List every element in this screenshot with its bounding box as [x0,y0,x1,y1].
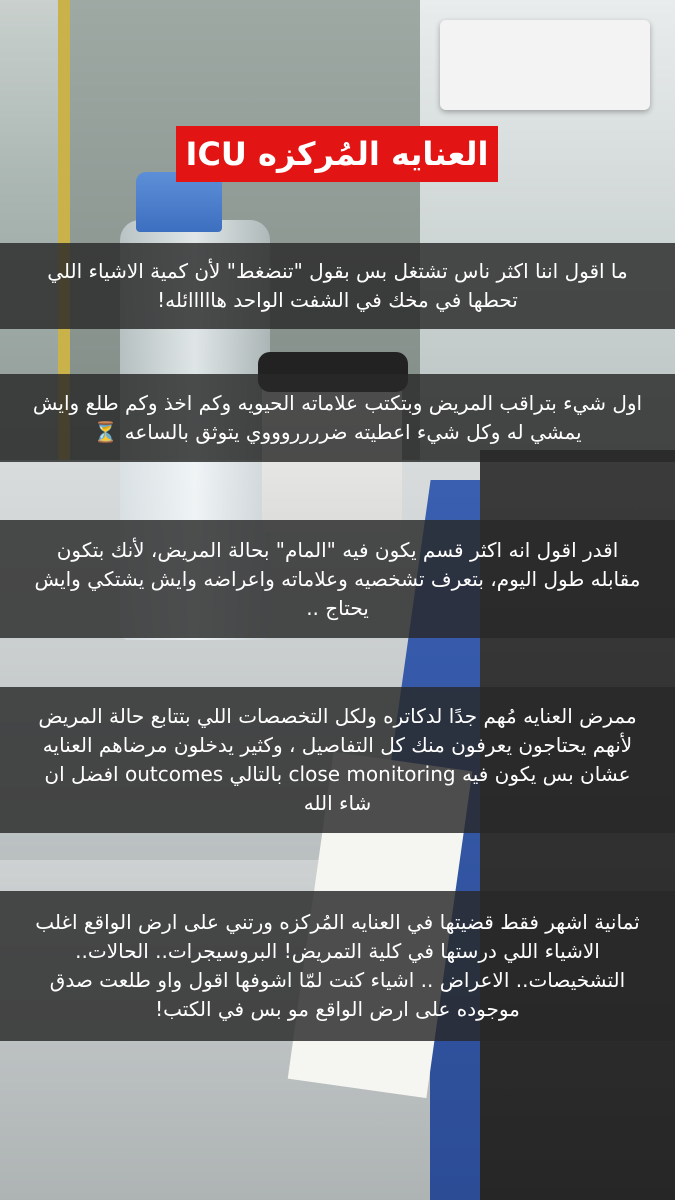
caption-text: اول شيء بتراقب المريض وبتكتب علاماته الحيويه وكم اخذ وكم طلع وايش يمشي له وكل شيء اعطيته ضرررروووي يتوثق بالساعه ⏳ [32,391,643,444]
caption-bar [0,243,675,329]
caption-text: ما اقول اننا اكثر ناس تشتغل بس بقول "تنضغط" لأن كمية الاشياء اللي تحطها في مخك في الشفت الواحد هااااائله! [47,259,628,312]
caption-text: ممرض العنايه مُهم جدًا لدكاتره ولكل التخصصات اللي بتتابع حالة المريض لأنهم يحتاجون يعرفون منك كل التفاصيل ، وكثير يدخلون مرضاهم العنايه عشان بس يكون فيه close monitoring بالتالي outcomes افضل ان شاء الله [38,704,637,815]
caption-text: ثمانية اشهر فقط قضيتها في العنايه المُركزه ورتني على ارض الواقع اغلب الاشياء اللي درستها في كلية التمريض! البروسيجرات.. الحالات.. التشخيصات.. الاعراض .. اشياء كنت لمّا اشوفها اقول واو طلعت صدق موجوده على ارض الواقع مو بس في الكتب! [35,910,640,1021]
caption-bar [0,520,675,638]
caption-bar [0,891,675,1041]
medical-machine [440,20,650,110]
caption-text: اقدر اقول انه اكثر قسم يكون فيه "المام" بحالة المريض، لأنك بتكون مقابله طول اليوم، بتعرف تشخصيه وعلاماته واعراضه وايش يشتكي وايش يحتاج .. [34,537,641,620]
story-title: العنايه المُركزه ICU [176,126,498,182]
caption-bar [0,374,675,462]
caption-bar [0,687,675,833]
